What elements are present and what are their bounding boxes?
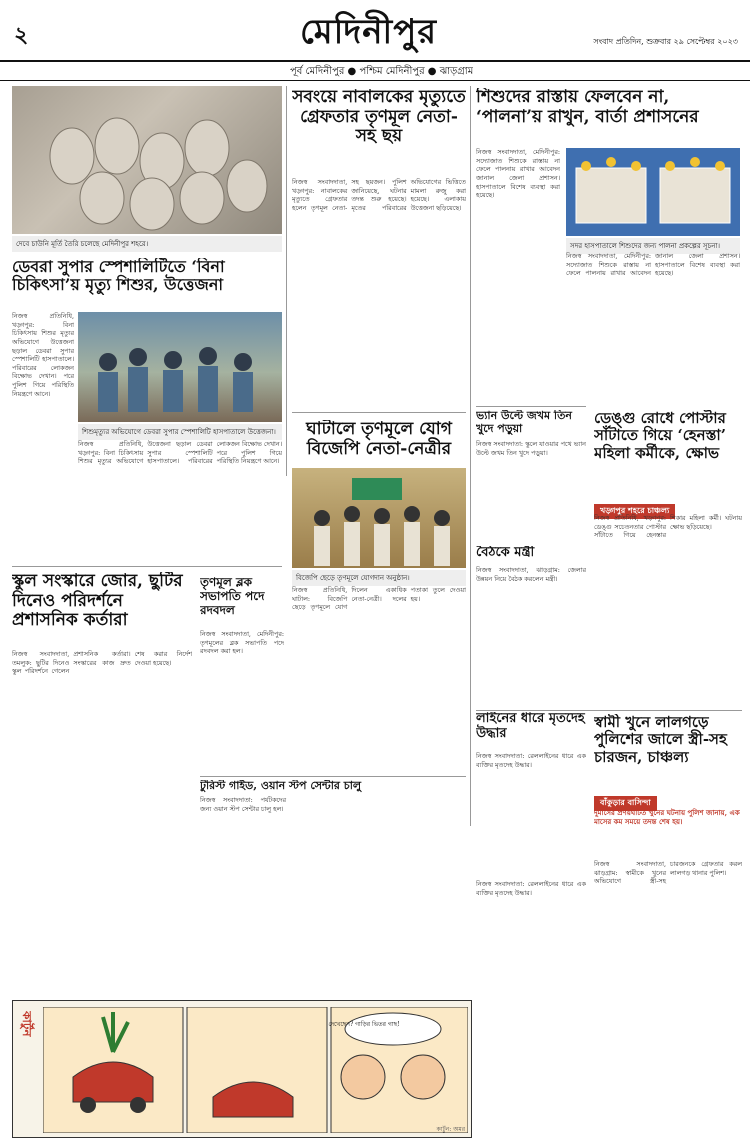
idol-photo — [12, 86, 282, 234]
minor-death-headline: সবংয়ে নাবালকের মৃত্যুতে গ্রেফতার তৃণমূল নেতা-সহ ছয় — [292, 88, 466, 147]
ghatal-headline: ঘাটালে তৃণমূলে যোগ বিজেপি নেতা-নেত্রীর — [306, 420, 452, 459]
railway-headline: লাইনের ধারে মৃতদেহ উদ্ধার — [476, 712, 585, 741]
railway-body: নিজস্ব সংবাদদাতা: রেললাইনের ধারে এক ব্যক্তির মৃতদেহ উদ্ধার। — [476, 752, 586, 769]
ghatal-body: নিজস্ব প্রতিনিধি, ঘাটাল: বিজেপি ছেড়ে তৃণমূলে যোগ দিলেন একাধিক নেতা-নেত্রী। দলের পতাকা তুলে দেওয়া হয়। — [292, 586, 466, 612]
railway-body-2: নিজস্ব সংবাদদাতা: রেললাইনের ধারে এক ব্যক্তির মৃতদেহ উদ্ধার। — [476, 880, 586, 897]
hospital-headline: ডেবরা সুপার স্পেশালিটিতে ‘বিনা চিকিৎসা’য় মৃত্যু শিশুর, উত্তেজনা — [12, 258, 225, 295]
cartoon-bubble: দেখেছেন? গাড়ির ভিতর গাছ! — [328, 1021, 400, 1028]
story-divider — [292, 412, 466, 413]
tourist-headline: টুরিস্ট গাইড, ওয়ান স্টপ সেন্টার চালু — [200, 780, 362, 792]
ghatal-photo — [292, 468, 466, 568]
lalgarh-kicker: বাঁকুড়ার বাসিন্দা — [594, 796, 657, 811]
meeting-body: নিজস্ব সংবাদদাতা, ঝাড়গ্রাম: জেলার উন্নয়ন নিয়ে বৈঠক করলেন মন্ত্রী। — [476, 566, 586, 583]
cartoon-strip — [12, 1000, 472, 1138]
page-number: ২ — [14, 22, 29, 48]
story-divider — [476, 710, 742, 711]
hospital-body-2: নিজস্ব প্রতিনিধি, খড়্গপুর: বিনা চিকিৎসায় শিশুর মৃত্যুর অভিযোগে উত্তেজনা ছড়াল ডেবরা সুপার স্পেশালিটি হাসপাতালে। পরিবারের লোকজন বিক্ষোভ দেখান। পরে পুলিশ গিয়ে পরিস্থিতি নিয়ন্ত্রণে আনে। — [78, 440, 282, 466]
school-body: নিজস্ব সংবাদদাতা, তমলুক: ছুটির দিনেও স্কুল পরিদর্শনে গেলেন প্রশাসনিক কর্তারা। সংস্কারের কাজ দ্রুত শেষ করার নির্দেশ দেওয়া হয়েছে। — [12, 650, 192, 676]
cartoon-label: কার্টুন — [20, 1011, 34, 1037]
header-rule-2 — [0, 80, 750, 81]
section-tags: পূর্ব মেদিনীপুর ● পশ্চিম মেদিনীপুর ● ঝাড়গ্রাম — [290, 66, 474, 77]
idol-photo-art — [12, 86, 282, 234]
children-headline: শিশুদের রাস্তায় ফেলবেন না, ‘পালনা’য় রাখুন, বার্তা প্রশাসনের — [476, 88, 699, 127]
header-rule — [0, 60, 750, 62]
cartoon-credit: কার্টুন: অমর — [436, 1126, 465, 1133]
hospital-photo-caption: শিশুমৃত্যুর অভিযোগে ডেবরা সুপার স্পেশালিটি হাসপাতালে উত্তেজনা। — [78, 424, 282, 440]
story-divider — [200, 776, 466, 777]
van-headline: ভ্যান উল্টে জখম তিন খুদে পড়ুয়া — [476, 410, 572, 435]
column-divider — [470, 86, 471, 826]
story-divider — [476, 406, 586, 407]
dengue-body: নিজস্ব প্রতিনিধি, খড়্গপুর: ডেঙ্গু সচেতনতার পোস্টার সাঁটাতে গিয়ে হেনস্তার শিকার মহিলা কর্মী। ঘটনায় ক্ষোভ ছড়িয়েছে। — [594, 514, 742, 540]
ghatal-photo-art — [292, 468, 466, 568]
publication-date: সংবাদ প্রতিদিন, শুক্রবার ২৯ সেপ্টেম্বর ২০২৩ — [593, 37, 738, 46]
hospital-photo-art — [78, 312, 282, 422]
ghatal-photo-caption: বিজেপি ছেড়ে তৃণমূলে যোগদান অনুষ্ঠান। — [292, 570, 466, 586]
story-divider — [12, 566, 282, 567]
van-body: নিজস্ব সংবাদদাতা: স্কুলে যাওয়ার পথে ভ্যান উল্টে জখম তিন খুদে পড়ুয়া। — [476, 440, 586, 457]
lalgarh-body: নিজস্ব সংবাদদাতা, ঝাড়গ্রাম: স্বামীকে খুনের অভিযোগে স্ত্রী-সহ চারজনকে গ্রেফতার করল লালগড় থানার পুলিশ। — [594, 860, 742, 886]
page-title: মেদিনীপুর — [300, 12, 438, 52]
lalgarh-highlight: দুমাসের প্রণয়ঘটিত খুনের ঘটনায় পুলিশ জানায়, এক মাসের কম সময়ে তদন্ত শেষ হয়। — [594, 808, 740, 827]
hospital-photo — [78, 312, 282, 422]
dengue-kicker: খড়্গপুর শহরে চাঞ্চল্য — [594, 504, 675, 519]
hospital-body: নিজস্ব প্রতিনিধি, খড়্গপুর: বিনা চিকিৎসায় শিশুর মৃত্যুর অভিযোগে উত্তেজনা ছড়াল ডেবরা সুপার স্পেশালিটি হাসপাতালে। পরিবারের লোকজন বিক্ষোভ দেখান। পরে পুলিশ গিয়ে পরিস্থিতি নিয়ন্ত্রণে আনে। — [12, 312, 74, 398]
block-body: নিজস্ব সংবাদদাতা, মেদিনীপুর: তৃণমূলের ব্লক সভাপতি পদে রদবদল করা হল। — [200, 630, 284, 656]
column-divider — [286, 86, 287, 476]
block-headline: তৃণমূল ব্লক সভাপতি পদে রদবদল — [200, 576, 265, 617]
palna-photo-art — [566, 148, 740, 236]
palna-photo — [566, 148, 740, 236]
tourist-body: নিজস্ব সংবাদদাতা: পর্যটকদের জন্য ওয়ান স্টপ সেন্টার চালু হল। — [200, 796, 286, 813]
palna-photo-caption: সদর হাসপাতালে শিশুদের জন্য পালনা প্রকল্পের সূচনা। — [566, 238, 740, 254]
dengue-headline: ডেঙ্গু রোধে পোস্টার সাঁটাতে গিয়ে ‘হেনস্তা’ মহিলা কর্মীকে, ক্ষোভ — [594, 410, 726, 462]
school-headline: স্কুল সংস্কারে জোর, ছুটির দিনেও পরিদর্শনে প্রশাসনিক কর্তারা — [12, 572, 183, 631]
lalgarh-headline: স্বামী খুনে লালগড়ে পুলিশের জালে স্ত্রী-সহ চারজন, চাঞ্চল্য — [594, 714, 727, 766]
meeting-headline: বৈঠকে মন্ত্রী — [476, 546, 535, 560]
minor-death-body: নিজস্ব সংবাদদাতা, খড়্গপুর: নাবালকের মৃত্যুতে গ্রেফতার হলেন তৃণমূল নেতা-সহ ছয়জন। পুলিশ জানিয়েছে, ঘটনার তদন্ত শুরু হয়েছে। মৃতের পরিবারের অভিযোগের ভিত্তিতে মামলা রুজু করা হয়েছে। এলাকায় উত্তেজনা ছড়িয়েছে। — [292, 178, 466, 212]
idol-photo-caption: দেবে চাউনি মূর্তি তৈরি চলেছে মেদিনীপুর শহরে। — [12, 236, 282, 252]
children-body-2: নিজস্ব সংবাদদাতা, মেদিনীপুর: সদ্যোজাত শিশুকে রাস্তায় না ফেলে পালনায় রাখার আবেদন জানাল জেলা প্রশাসন। হাসপাতালে বিশেষ ব্যবস্থা করা হয়েছে। — [566, 252, 740, 278]
children-body: নিজস্ব সংবাদদাতা, মেদিনীপুর: সদ্যোজাত শিশুকে রাস্তায় না ফেলে পালনায় রাখার আবেদন জানাল জেলা প্রশাসন। হাসপাতালে বিশেষ ব্যবস্থা করা হয়েছে। — [476, 148, 560, 200]
